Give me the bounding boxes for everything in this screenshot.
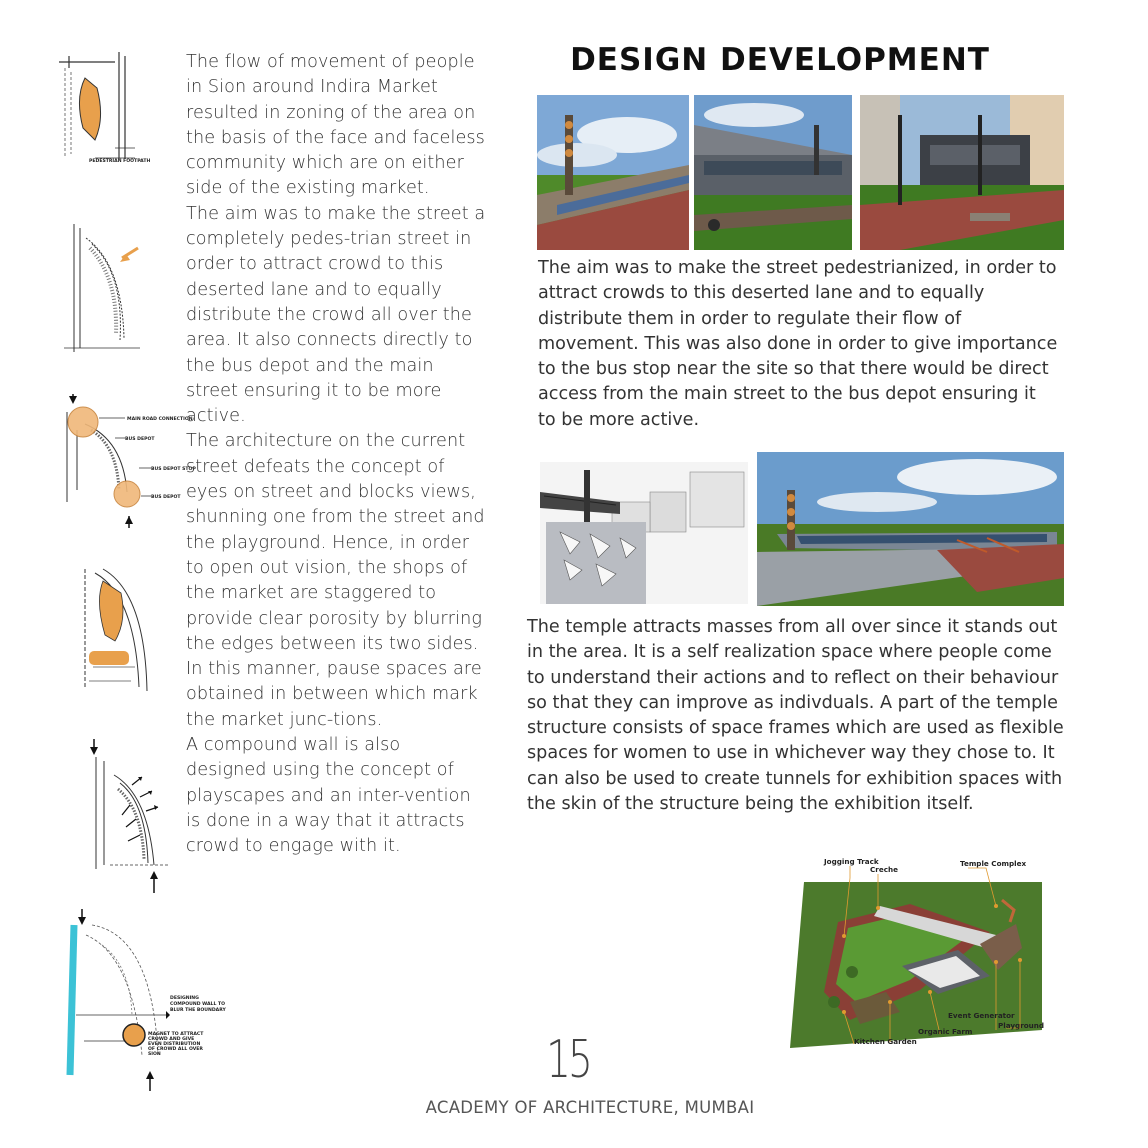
svg-text:CROWD AND GIVE: CROWD AND GIVE [148, 1037, 195, 1042]
paragraph-street-aim: The aim was to make the street pedestrianized, in order to attract crowds to this deserted lane and to equally distribute them in order to regulate their flow of movement. This was also done in order to give importance to the bus stop near the site so that there would be direct access from the main street to the bus depot ensuring it to be more active. [538, 258, 1058, 430]
label-playground: Playground [998, 1021, 1045, 1030]
site-plan-render [790, 852, 1050, 1052]
svg-text:COMPOUND WALL TO: COMPOUND WALL TO [170, 1002, 226, 1007]
label-creche: Creche [870, 865, 898, 874]
paragraph-pause-spaces: In this manner, pause spaces are obtained in between which mark the market junc-tions. [186, 659, 482, 730]
svg-text:MAIN ROAD CONNECTION: MAIN ROAD CONNECTION [127, 417, 193, 422]
paragraph-zoning: The flow of movement of people in Sion around Indira Market resulted in zoning of the area on the basis of the face and faceless community which are on either side of the existing market. [186, 52, 485, 199]
pedestrian-street-sketch [60, 218, 150, 358]
svg-text:PEDESTRIAN FOOTPATH: PEDESTRIAN FOOTPATH [89, 159, 151, 164]
render-photo-3 [860, 95, 1064, 250]
svg-text:BUS DEPOT: BUS DEPOT [125, 437, 155, 442]
label-kitchen-garden: Kitchen Garden [854, 1037, 917, 1046]
paragraph-temple: The temple attracts masses from all over since it stands out in the area. It is a self realization space where people come to understand their actions and to reflect on their behaviour so that they can improve as indivduals. A part of the temple structure consists of space frames which are used as flexible spaces for women to use in whichever way they chose to. It can also be used to create tunnels for exhibition spaces with the skin of the structure being the exhibition itself. [527, 617, 1064, 815]
svg-text:BLUR THE BOUNDARY: BLUR THE BOUNDARY [170, 1008, 226, 1013]
paragraph-compound-wall: A compound wall is also designed using the concept of playscapes and an inter-vention is done in a way that it attracts crowd to engage with it. [186, 735, 471, 857]
label-temple-complex: Temple Complex [960, 859, 1027, 868]
footer-institution: ACADEMY OF ARCHITECTURE, MUMBAI [425, 1098, 755, 1117]
bus-depot-sketch [55, 390, 196, 530]
render-photo-4 [757, 452, 1064, 606]
compound-wall-sketch [62, 905, 262, 1095]
paragraph-pedestrian: The aim was to make the street a completely pedes-trian street in order to attract crowd to this deserted lane and to equally distribute the crowd all over the area. It also connects directly to the bus depot and the main street ensuring it to be more active. [186, 203, 486, 427]
page-title: DESIGN DEVELOPMENT [570, 42, 990, 78]
label-event-generator: Event Generator [948, 1011, 1015, 1020]
svg-text:EVEN DISTRIBUTION: EVEN DISTRIBUTION [148, 1042, 201, 1047]
svg-text:BUS DEPOT: BUS DEPOT [151, 495, 181, 500]
svg-text:SION: SION [148, 1052, 161, 1057]
zoning-sketch [55, 48, 151, 168]
label-organic-farm: Organic Farm [918, 1027, 973, 1036]
render-photo-2 [694, 95, 852, 250]
svg-text:DESIGNING: DESIGNING [170, 996, 199, 1001]
left-text-column [186, 50, 486, 860]
page-number: 15 [546, 1030, 590, 1090]
svg-text:BUS DEPOT STOP: BUS DEPOT STOP [151, 467, 196, 472]
svg-text:OF CROWD ALL OVER: OF CROWD ALL OVER [148, 1047, 203, 1052]
render-photo-1 [537, 95, 689, 250]
elevation-sketch-render [540, 462, 748, 604]
svg-text:MAGNET TO ATTRACT: MAGNET TO ATTRACT [148, 1032, 204, 1037]
pause-spaces-sketch [80, 735, 180, 895]
label-jogging-track: Jogging Track [824, 857, 879, 866]
staggered-shops-sketch [75, 565, 155, 695]
paragraph-architecture: The architecture on the current street defeats the concept of eyes on street and blocks views, shunning one from the street and the playground. Hence, in order to open out vision, the shops of the market are staggered to provide clear porosity by blurring the edges between its two sides. [186, 431, 485, 654]
